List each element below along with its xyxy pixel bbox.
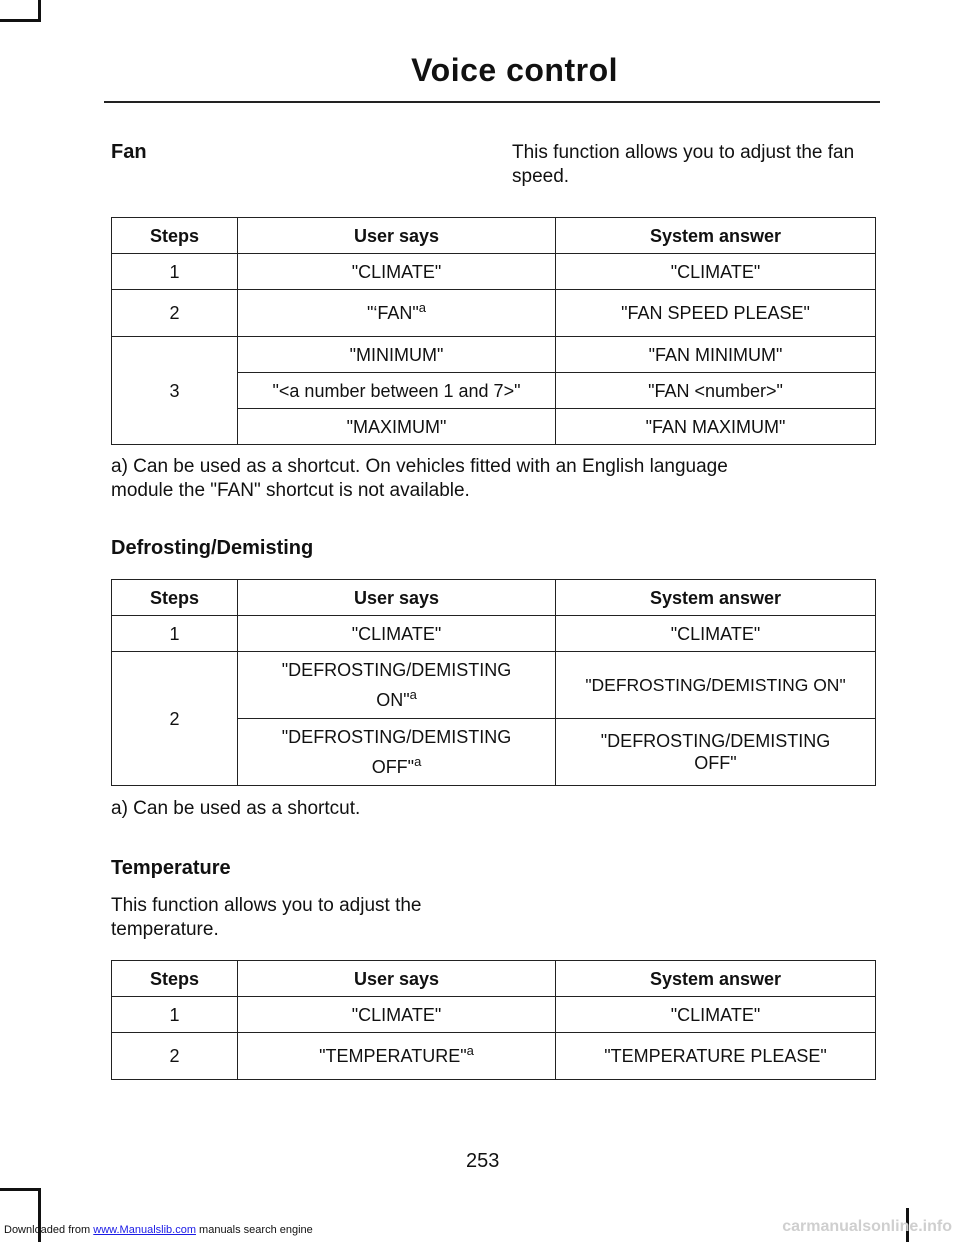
system-answer-cell: "CLIMATE" [556,254,876,290]
header-user-says: User says [238,580,556,616]
user-says-text: "‘FAN" [366,303,419,323]
table-row [112,337,876,373]
footnote-marker: a [414,754,422,769]
footer-suffix: manuals search engine [195,1224,313,1236]
watermark: carmanualsonline.info [782,1218,952,1235]
fan-footnote [111,455,881,503]
user-says-cell [238,1033,556,1080]
temperature-intro-line-2: temperature. [111,919,219,940]
step-cell: 1 [112,997,238,1033]
page-title: Voice control [411,52,618,88]
user-says-line-2 [242,752,551,782]
system-answer-cell: "DEFROSTING/DEMISTING ON" [556,652,876,719]
user-says-cell: "MINIMUM" [238,337,556,373]
fan-footnote-line-2: module the "FAN" shortcut is not available. [111,480,470,501]
header-user-says: User says [238,961,556,997]
system-answer-cell: "FAN MINIMUM" [556,337,876,373]
header-system-answer: System answer [556,961,876,997]
table-row [112,997,876,1033]
download-footer [4,1224,313,1236]
fan-heading: Fan [111,141,147,163]
header-steps: Steps [112,580,238,616]
fan-table [111,217,876,445]
temperature-intro [111,894,422,942]
temperature-intro-line-1: This function allows you to adjust the [111,895,422,916]
header-system-answer: System answer [556,580,876,616]
user-says-line-1: "DEFROSTING/DEMISTING [281,727,512,747]
user-says-cell [238,719,556,786]
footer-prefix: Downloaded from [4,1224,94,1236]
footnote-marker: a [409,687,417,702]
user-says-line-2 [242,685,551,715]
system-answer-cell: "CLIMATE" [556,997,876,1033]
system-answer-cell: "FAN <number>" [556,373,876,409]
crop-mark-top-left-h [0,19,40,22]
table-header-row [112,218,876,254]
user-says-cell: "CLIMATE" [238,616,556,652]
fan-intro: This function allows you to adjust the fan speed. [512,142,855,187]
user-says-cell [238,652,556,719]
table-row [112,254,876,290]
header-system-answer: System answer [556,218,876,254]
title-divider [104,101,880,103]
header-steps: Steps [112,218,238,254]
system-answer-cell: "FAN MAXIMUM" [556,409,876,445]
step-cell: 2 [112,290,238,337]
user-says-text: ON" [376,690,410,710]
footnote-marker: a [418,300,427,315]
user-says-text: "TEMPERATURE" [319,1046,467,1066]
user-says-cell: "<a number between 1 and 7>" [238,373,556,409]
defrost-heading: Defrosting/Demisting [111,537,314,559]
defrost-table [111,579,876,786]
header-user-says: User says [238,218,556,254]
crop-mark-bottom-left-h [0,1188,40,1191]
user-says-cell: "CLIMATE" [238,997,556,1033]
table-row [112,290,876,337]
table-row [112,652,876,719]
manualslib-link[interactable]: www.Manualslib.com [93,1224,196,1236]
step-cell: 1 [112,254,238,290]
defrost-footnote: a) Can be used as a shortcut. [111,798,361,819]
table-row [112,1033,876,1080]
user-says-cell [238,290,556,337]
system-answer-cell: "TEMPERATURE PLEASE" [556,1033,876,1080]
temperature-table [111,960,876,1080]
user-says-cell: "CLIMATE" [238,254,556,290]
fan-footnote-line-1: a) Can be used as a shortcut. On vehicles fitted with an English language [111,456,728,477]
header-steps: Steps [112,961,238,997]
user-says-line-1: "DEFROSTING/DEMISTING [281,660,512,680]
page-number: 253 [466,1150,500,1172]
footnote-marker: a [466,1043,474,1058]
step-cell: 3 [112,337,238,445]
table-row [112,616,876,652]
system-answer-cell: "FAN SPEED PLEASE" [556,290,876,337]
system-answer-line-1: "DEFROSTING/DEMISTING [600,731,831,751]
system-answer-line-2: OFF" [694,753,737,773]
user-says-cell: "MAXIMUM" [238,409,556,445]
temperature-heading: Temperature [111,857,231,879]
table-header-row [112,580,876,616]
table-header-row [112,961,876,997]
step-cell: 2 [112,652,238,786]
step-cell: 1 [112,616,238,652]
system-answer-cell: "CLIMATE" [556,616,876,652]
step-cell: 2 [112,1033,238,1080]
system-answer-cell [556,719,876,786]
user-says-text: OFF" [371,757,415,777]
